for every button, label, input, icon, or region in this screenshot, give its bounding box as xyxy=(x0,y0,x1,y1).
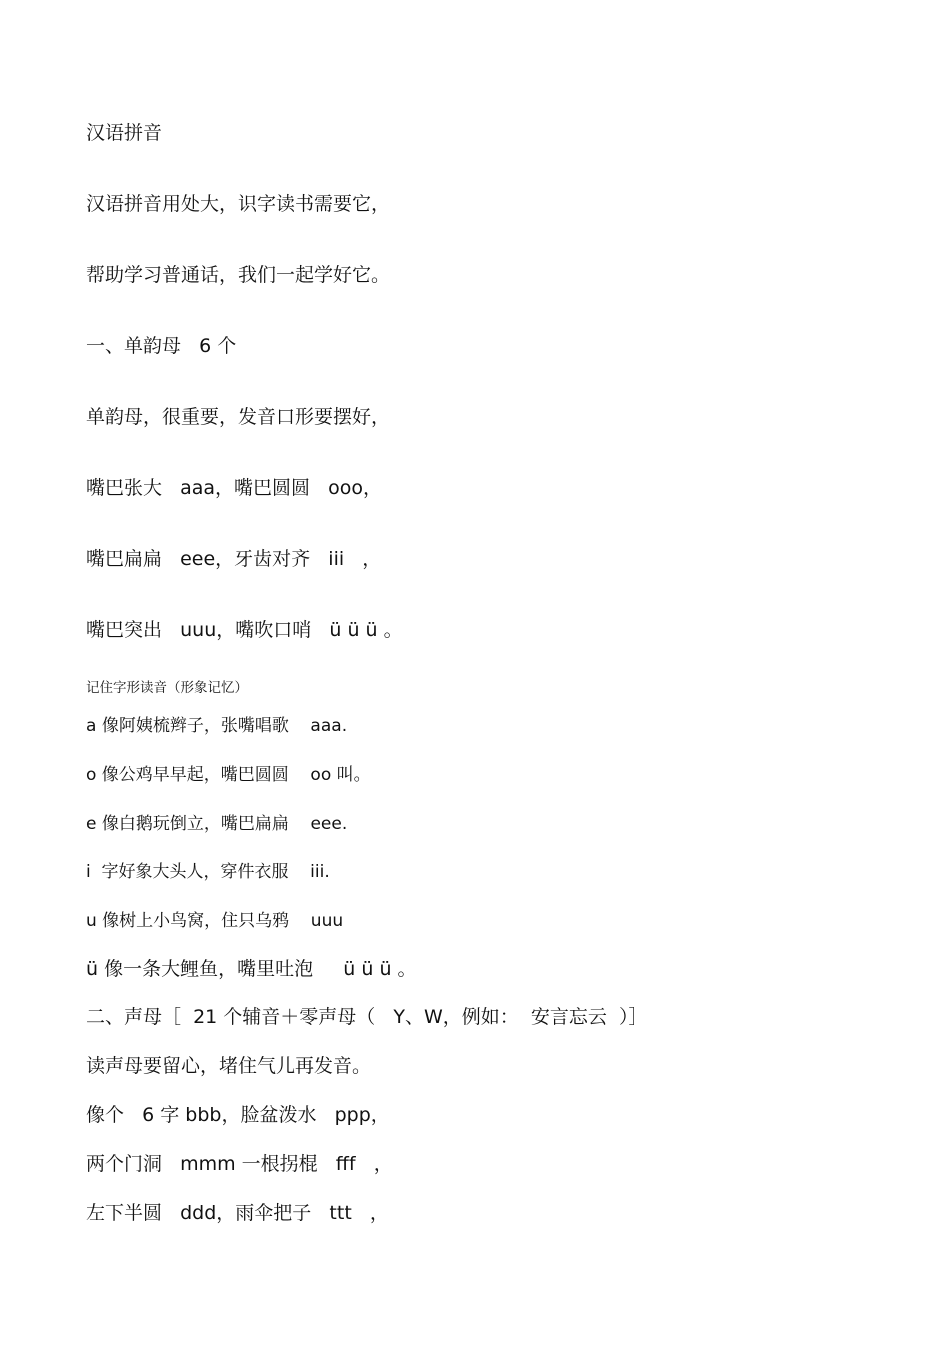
section2-line-2: 像个 6 字 bbb，脸盆泼水 ppp， xyxy=(86,1104,390,1126)
section2-line-1: 读声母要留心，堵住气儿再发音。 xyxy=(86,1055,372,1077)
memory-line-e: e 像白鹅玩倒立，嘴巴扁扁 eee. xyxy=(86,814,348,834)
section2-line-3: 两个门洞 mmm 一根拐棍 fff ， xyxy=(86,1153,393,1175)
document-title: 汉语拼音 xyxy=(86,122,163,144)
section2-heading: 二、声母［ 21 个辅音＋零声母（ Y、W，例如： 安言忘云 ）］ xyxy=(86,1006,648,1028)
section1-line-1: 单韵母，很重要，发音口形要摆好， xyxy=(86,406,391,428)
memory-line-a: a 像阿姨梳辫子，张嘴唱歌 aaa. xyxy=(86,716,348,736)
section1-line-2: 嘴巴张大 aaa，嘴巴圆圆 ooo， xyxy=(86,477,383,499)
memory-line-u: u 像树上小鸟窝，住只乌鸦 uuu xyxy=(86,911,344,931)
intro-line-1: 汉语拼音用处大，识字读书需要它， xyxy=(86,193,391,215)
memory-line-i: i 字好象大头人，穿件衣服 iii. xyxy=(86,862,330,882)
section2-line-4: 左下半圆 ddd，雨伞把子 ttt ， xyxy=(86,1202,389,1224)
section1-line-3: 嘴巴扁扁 eee，牙齿对齐 iii ， xyxy=(86,548,382,570)
memory-line-v: ü 像一条大鲤鱼，嘴里吐泡 ü ü ü 。 xyxy=(86,958,417,980)
memory-line-o: o 像公鸡早早起，嘴巴圆圆 oo 叫。 xyxy=(86,765,371,785)
memory-heading: 记住字形读音（形象记忆） xyxy=(86,680,248,696)
intro-line-2: 帮助学习普通话，我们一起学好它。 xyxy=(86,264,391,286)
section1-line-4: 嘴巴突出 uuu，嘴吹口哨 ü ü ü 。 xyxy=(86,619,403,641)
section1-heading: 一、单韵母 6 个 xyxy=(86,335,237,357)
